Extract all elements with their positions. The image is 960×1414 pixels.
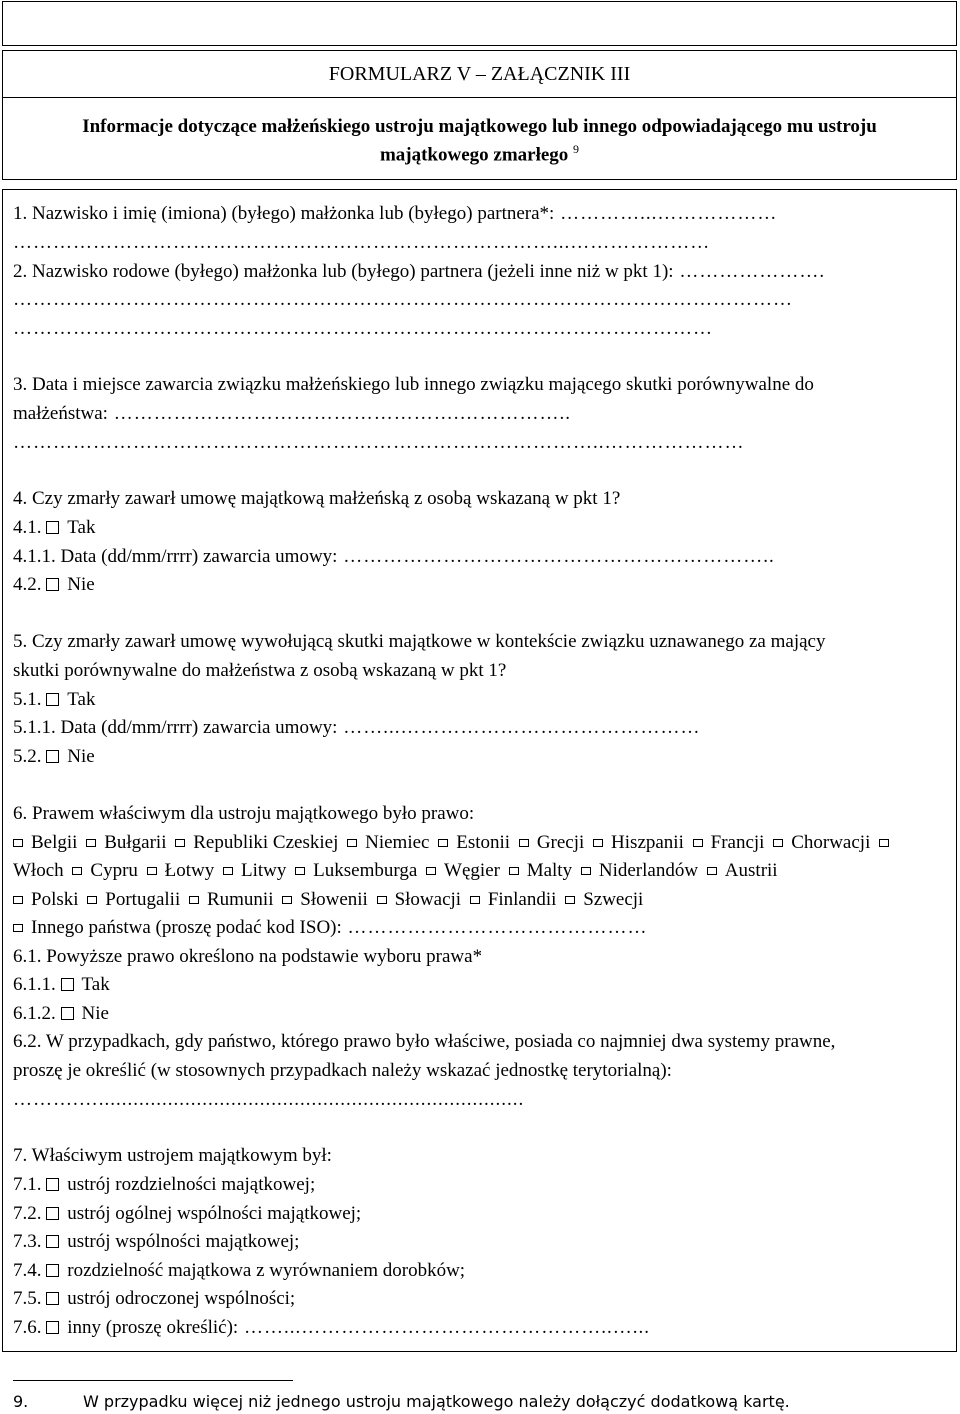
q2-label: 2. Nazwisko rodowe (byłego) małżonka lub (byłego) partnera (jeżeli inne niż w pkt 1): — [13, 261, 674, 282]
q4-question: 4. Czy zmarły zawarł umowę majątkową małżeńską z osobą wskazaną w pkt 1? — [13, 488, 621, 509]
country-option[interactable]: Łotwy — [143, 860, 215, 881]
country-checkbox[interactable] — [879, 839, 889, 847]
form-header-line2: majątkowego zmarłego $^9$ — [379, 142, 580, 166]
other-country-checkbox[interactable] — [13, 924, 23, 932]
q7-option[interactable]: 7.1. ustrój rozdzielności majątkowej; — [13, 1174, 316, 1195]
country-checkbox[interactable] — [581, 867, 591, 875]
footnote-number: 9. — [13, 1392, 29, 1411]
country-option[interactable]: Portugalii — [83, 889, 180, 910]
country-option[interactable]: Niemiec — [343, 832, 429, 853]
country-checkbox[interactable] — [175, 839, 185, 847]
q6-sub2-dots[interactable]: ……….….......................................................................... — [13, 1089, 525, 1110]
q6-sub1-yes-checkbox[interactable] — [61, 978, 74, 991]
q7-heading: 7. Właściwym ustrojem majątkowym był: — [13, 1145, 332, 1166]
country-option[interactable]: Malty — [505, 860, 572, 881]
country-checkbox[interactable] — [565, 896, 575, 904]
q5-yes-option[interactable] — [13, 689, 95, 712]
q5-label-line2: skutki porównywalne do małżeństwa z osobą wskazaną w pkt 1? — [13, 660, 507, 681]
q4-yes-number: 4.1. — [13, 517, 42, 538]
q6-sub1-no-checkbox[interactable] — [61, 1007, 74, 1020]
country-option[interactable]: Finlandii — [466, 889, 557, 910]
country-checkbox[interactable] — [377, 896, 387, 904]
header-divider — [2, 97, 957, 98]
country-checkbox[interactable] — [282, 896, 292, 904]
country-option[interactable]: Niderlandów — [577, 860, 698, 881]
q7-other-dots: ……...………………………………………..…... — [238, 1317, 650, 1338]
q5-label-line1: 5. Czy zmarły zawarł umowę wywołującą skutki majątkowe w kontekście związku uznawanego za mający — [13, 631, 826, 652]
country-checkbox[interactable] — [87, 896, 97, 904]
country-option[interactable]: Austrii — [703, 860, 778, 881]
q7-option[interactable]: 7.5. ustrój odroczonej wspólności; — [13, 1288, 296, 1309]
q4-no-checkbox[interactable] — [46, 578, 59, 591]
q5-yes-checkbox[interactable] — [46, 693, 59, 706]
country-checkbox[interactable] — [189, 896, 199, 904]
q5-no-number: 5.2. — [13, 746, 42, 767]
country-checkbox[interactable] — [519, 839, 529, 847]
q2-dots-line1[interactable]: ……………………………………………………………………………………………………… — [13, 289, 793, 310]
q4-yes-checkbox[interactable] — [46, 521, 59, 534]
q5-no-label: Nie — [67, 746, 95, 767]
form-header-line1: Informacje dotyczące małżeńskiego ustroju majątkowego lub innego odpowiadającego mu ustroju — [82, 116, 877, 137]
country-option[interactable]: Litwy — [219, 860, 286, 881]
q7-checkbox[interactable] — [46, 1207, 59, 1220]
q5-date-field[interactable] — [13, 717, 700, 740]
country-checkbox[interactable] — [593, 839, 603, 847]
country-option[interactable]: Polski — [13, 889, 79, 910]
country-option[interactable]: Cypru — [68, 860, 138, 881]
footnote-ref: 9 — [573, 142, 580, 156]
q4-date-label: 4.1.1. Data (dd/mm/rrrr) zawarcia umowy: — [13, 546, 338, 567]
q6-other-country-field[interactable] — [13, 917, 648, 940]
q5-no-checkbox[interactable] — [46, 750, 59, 763]
q6-sub2-line2: proszę je określić (w stosownych przypadkach należy wskazać jednostkę terytorialną): — [13, 1060, 672, 1081]
form-top-frame — [2, 1, 957, 46]
q1-label: 1. Nazwisko i imię (imiona) (byłego) małżonka lub (byłego) partnera*: — [13, 203, 555, 224]
country-option[interactable]: Szwecji — [561, 889, 643, 910]
q3-label-line2: małżeństwa: — [13, 403, 108, 424]
country-option[interactable]: Słowenii — [278, 889, 368, 910]
country-option[interactable]: Estonii — [434, 832, 510, 853]
q1-field[interactable] — [13, 203, 777, 226]
q3-field[interactable] — [13, 403, 571, 426]
country-option[interactable]: Słowacji — [373, 889, 462, 910]
q4-no-label: Nie — [67, 574, 95, 595]
q3-label-line1: 3. Data i miejsce zawarcia związku małżeńskiego lub innego związku mającego skutki porównywalne do — [13, 374, 814, 395]
q6-country-row-1 — [13, 832, 897, 855]
country-checkbox[interactable] — [295, 867, 305, 875]
q6-sub1-question: 6.1. Powyższe prawo określono na podstawie wyboru prawa* — [13, 946, 483, 967]
q4-yes-label: Tak — [67, 517, 96, 538]
country-checkbox[interactable] — [773, 839, 783, 847]
q1-dots-line[interactable]: ………………………………………………………………………...………………… — [13, 232, 711, 253]
q2-field[interactable] — [13, 261, 825, 284]
country-option[interactable]: Belgii — [13, 832, 77, 853]
q4-yes-option[interactable] — [13, 517, 95, 540]
q5-yes-label: Tak — [67, 689, 96, 710]
q6-sub1-yes-option[interactable]: 6.1.1. Tak — [13, 974, 110, 995]
country-option[interactable]: Hiszpanii — [589, 832, 684, 853]
q5-date-dots: ……...……………………………………… — [337, 717, 701, 738]
country-checkbox[interactable] — [147, 867, 157, 875]
footnote-separator — [13, 1380, 293, 1381]
q2-dots-line2[interactable]: …………………………………………………………………………………………… — [13, 318, 713, 339]
q5-date-label: 5.1.1. Data (dd/mm/rrrr) zawarcia umowy: — [13, 717, 338, 738]
q4-date-dots: ……………………………………………………….. — [337, 546, 775, 567]
country-checkbox[interactable] — [426, 867, 436, 875]
country-checkbox[interactable] — [693, 839, 703, 847]
q7-checkbox[interactable] — [46, 1264, 59, 1277]
country-checkbox[interactable] — [86, 839, 96, 847]
form-title: FORMULARZ V – ZAŁĄCZNIK III — [328, 63, 631, 85]
q3-dots-line[interactable]: ……………………………………………………………………………..………………… — [13, 432, 745, 453]
country-checkbox[interactable] — [13, 896, 23, 904]
q6-other-dots: ……………………………………… — [341, 917, 648, 938]
country-checkbox[interactable] — [509, 867, 519, 875]
country-checkbox[interactable] — [72, 867, 82, 875]
country-option[interactable]: Chorwacji — [769, 832, 870, 853]
q5-no-option[interactable] — [13, 746, 95, 769]
q7-option-other[interactable]: 7.6. inny (proszę określić): ……...………………………………………..…... — [13, 1317, 650, 1338]
q6-sub1-no-option[interactable]: 6.1.2. Nie — [13, 1003, 109, 1024]
country-option[interactable]: Włoch — [13, 860, 64, 881]
q5-yes-number: 5.1. — [13, 689, 42, 710]
country-option[interactable]: Rumunii — [185, 889, 274, 910]
country-option[interactable]: Węgier — [422, 860, 500, 881]
q7-option[interactable]: 7.4. rozdzielność majątkowa z wyrównaniem dorobków; — [13, 1260, 466, 1281]
country-checkbox[interactable] — [347, 839, 357, 847]
country-option[interactable]: Republiki Czeskiej — [171, 832, 338, 853]
country-checkbox[interactable] — [13, 839, 23, 847]
footnote-text: W przypadku więcej niż jednego ustroju majątkowego należy dołączyć dodatkową kartę. — [83, 1392, 790, 1411]
q7-option[interactable]: 7.2. ustrój ogólnej wspólności majątkowej; — [13, 1203, 362, 1224]
q4-no-number: 4.2. — [13, 574, 42, 595]
q4-date-field[interactable] — [13, 546, 775, 569]
q6-country-row-3 — [13, 889, 643, 912]
q6-country-row-2 — [13, 860, 778, 883]
q7-option[interactable]: 7.3. ustrój wspólności majątkowej; — [13, 1231, 300, 1252]
q6-heading: 6. Prawem właściwym dla ustroju majątkowego było prawo: — [13, 803, 475, 824]
q6-other-label: Innego państwa (proszę podać kod ISO): — [31, 917, 342, 938]
country-checkbox[interactable] — [707, 867, 717, 875]
q3-dots: …………………………………………….…………….. — [107, 403, 571, 424]
q7-checkbox[interactable] — [46, 1235, 59, 1248]
q7-checkbox[interactable] — [46, 1321, 59, 1334]
q2-dots: …………………. — [673, 261, 826, 282]
country-option[interactable]: Grecji — [515, 832, 584, 853]
q1-dots: …………...……………… — [554, 203, 778, 224]
country-option[interactable]: Francji — [689, 832, 765, 853]
country-option[interactable]: Bułgarii — [82, 832, 166, 853]
q7-checkbox[interactable] — [46, 1292, 59, 1305]
country-option[interactable]: Luksemburga — [291, 860, 417, 881]
q6-sub2-line1: 6.2. W przypadkach, gdy państwo, którego prawo było właściwe, posiada co najmniej dwa systemy prawne, — [13, 1031, 836, 1052]
country-checkbox[interactable] — [438, 839, 448, 847]
country-checkbox[interactable] — [223, 867, 233, 875]
q7-checkbox[interactable] — [46, 1178, 59, 1191]
country-checkbox[interactable] — [470, 896, 480, 904]
q4-no-option[interactable] — [13, 574, 95, 597]
